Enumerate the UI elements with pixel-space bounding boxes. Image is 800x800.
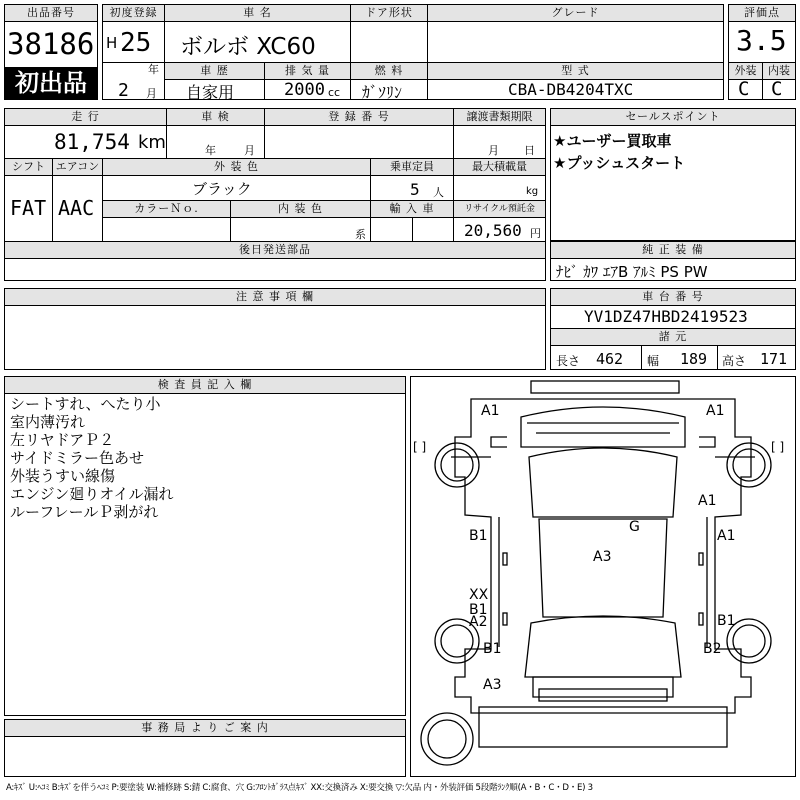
- load-unit: kg: [526, 186, 539, 197]
- displacement-value: 2000: [284, 80, 325, 100]
- sales-point: ★ユーザー買取車: [553, 132, 672, 150]
- mileage-label: 走 行: [5, 109, 166, 126]
- car-name: ボルボ XC60: [180, 34, 316, 60]
- recycle-label: リサイクル預託金: [454, 201, 545, 218]
- door-label: ドア形状: [351, 5, 427, 22]
- mileage-value: 81,754: [54, 130, 130, 154]
- history-label: 車 歴: [165, 63, 264, 80]
- inspector-line: サイドミラー色あせ: [10, 449, 144, 467]
- damage-mark: G: [629, 519, 640, 535]
- inspector-line: 左リヤドアＰ２: [10, 431, 115, 449]
- damage-mark: A1: [698, 493, 717, 509]
- office-label: 事 務 局 よ り ご 案 内: [5, 720, 405, 737]
- sales-points-box: [550, 108, 796, 241]
- fuel-label: 燃 料: [351, 63, 427, 80]
- car-name-label: 車 名: [165, 5, 350, 22]
- lot-number: 38186: [7, 27, 95, 61]
- transfer-month-unit: 月: [488, 144, 499, 157]
- dimensions-label: 諸 元: [551, 329, 795, 346]
- sales-point: ★プッシュスタート: [553, 154, 686, 172]
- damage-mark: A2: [469, 614, 488, 630]
- damage-mark: XX: [469, 587, 489, 603]
- damage-mark: A1: [706, 403, 725, 419]
- plate-label: 登 録 番 号: [265, 109, 453, 126]
- capacity-label: 乗車定員: [371, 159, 453, 176]
- damage-mark: A3: [483, 677, 502, 693]
- mileage-unit: km: [138, 132, 166, 153]
- inspector-line: エンジン廻りオイル漏れ: [10, 485, 174, 503]
- length-label: 長さ: [556, 354, 581, 368]
- transfer-day-unit: 日: [524, 144, 535, 157]
- exterior-grade: C: [738, 78, 750, 100]
- notes-label: 注 意 事 項 欄: [5, 289, 545, 306]
- year-unit: 年: [148, 63, 159, 76]
- shift-value: FAT: [10, 196, 47, 220]
- damage-mark: B1: [717, 613, 736, 629]
- chassis-label: 車 台 番 号: [551, 289, 795, 306]
- first-listing-badge: 初出品: [5, 67, 97, 99]
- damage-mark: B1: [469, 528, 488, 544]
- width-value: 189: [680, 350, 708, 368]
- height-value: 171: [760, 350, 788, 368]
- grade-label: グレード: [428, 5, 723, 22]
- reg-label: 初度登録: [103, 5, 164, 22]
- interior-grade-label: 内装: [763, 63, 795, 80]
- lot-label: 出品番号: [5, 5, 97, 22]
- capacity-unit: 人: [433, 186, 444, 199]
- recycle-value: 20,560: [464, 221, 522, 240]
- damage-mark: A1: [481, 403, 500, 419]
- later-parts-label: 後日発送部品: [5, 242, 545, 259]
- displacement-unit: cc: [328, 86, 341, 99]
- equipment-value: ﾅﾋﾞ ｶﾜ ｴｱB ｱﾙﾐ PS PW: [556, 263, 708, 281]
- car-diagram: [410, 376, 796, 777]
- inspection-month-unit: 月: [244, 144, 255, 157]
- history-value: 自家用: [186, 83, 235, 102]
- reg-month: 2: [118, 80, 129, 101]
- damage-mark: B2: [703, 641, 722, 657]
- inspection-year-unit: 年: [205, 144, 216, 157]
- inspection-label: 車 検: [167, 109, 264, 126]
- inspector-line: シートすれ、へたり小: [10, 395, 161, 413]
- interior-color-label: 内 装 色: [231, 201, 370, 218]
- ac-value: AAC: [58, 196, 95, 220]
- inspector-label: 検 査 員 記 入 欄: [5, 377, 405, 394]
- color-label: 外 装 色: [103, 159, 370, 176]
- width-label: 幅: [647, 354, 660, 368]
- fuel-value: ｶﾞｿﾘﾝ: [362, 83, 403, 102]
- lot-box: [4, 4, 98, 100]
- inspector-line: ルーフレールＰ剥がれ: [10, 503, 159, 521]
- capacity-value: 5: [410, 180, 420, 199]
- damage-mark: A3: [593, 549, 612, 565]
- model-value: CBA-DB4204TXC: [508, 80, 634, 99]
- era-mark: H: [106, 34, 118, 52]
- inspector-line: 室内薄汚れ: [10, 413, 86, 431]
- length-value: 462: [596, 350, 624, 368]
- damage-mark: A1: [717, 528, 736, 544]
- score-value: 3.5: [736, 24, 787, 57]
- ac-label: エアコン: [53, 159, 102, 176]
- color-value: ブラック: [192, 180, 252, 198]
- recycle-unit: 円: [530, 227, 541, 240]
- model-label: 型 式: [428, 63, 723, 80]
- displacement-label: 排 気 量: [265, 63, 350, 80]
- car-diagram-svg: [411, 377, 795, 776]
- reg-year: 25: [120, 28, 152, 58]
- exterior-grade-label: 外装: [729, 63, 762, 80]
- legend: A:ｷｽﾞ U:ﾍｺﾐ B:ｷｽﾞを伴うﾍｺﾐ P:要塗装 W:補修跡 S:錆 C:腐食、穴 G:ﾌﾛﾝﾄｶﾞﾗｽ点ｷｽﾞ XX:交換済み X:要交換 ▽:欠品 内・外装評価 5段階ﾗﾝｸ順(A・B・C・D・E) 3: [6, 783, 593, 793]
- color-no-label: カラーＮｏ.: [103, 201, 230, 218]
- interior-grade: C: [771, 78, 783, 100]
- damage-mark: B1: [469, 602, 488, 618]
- shift-label: シフト: [5, 159, 52, 176]
- import-label: 輸 入 車: [371, 201, 453, 218]
- inspector-notes: [10, 395, 174, 521]
- damage-mark: B1: [483, 641, 502, 657]
- inspector-line: 外装うすい線傷: [10, 467, 116, 485]
- interior-color-unit: 系: [355, 228, 366, 241]
- bracket-mark: [ ]: [413, 440, 427, 454]
- bracket-mark: [ ]: [771, 440, 785, 454]
- month-unit: 月: [146, 87, 157, 100]
- height-label: 高さ: [722, 354, 747, 368]
- score-label: 評価点: [729, 5, 795, 22]
- load-label: 最大積載量: [454, 159, 545, 176]
- transfer-label: 譲渡書類期限: [454, 109, 545, 126]
- sales-points-label: セールスポイント: [551, 109, 795, 126]
- chassis-number: YV1DZ47HBD2419523: [584, 307, 748, 326]
- equipment-label: 純 正 装 備: [551, 242, 795, 259]
